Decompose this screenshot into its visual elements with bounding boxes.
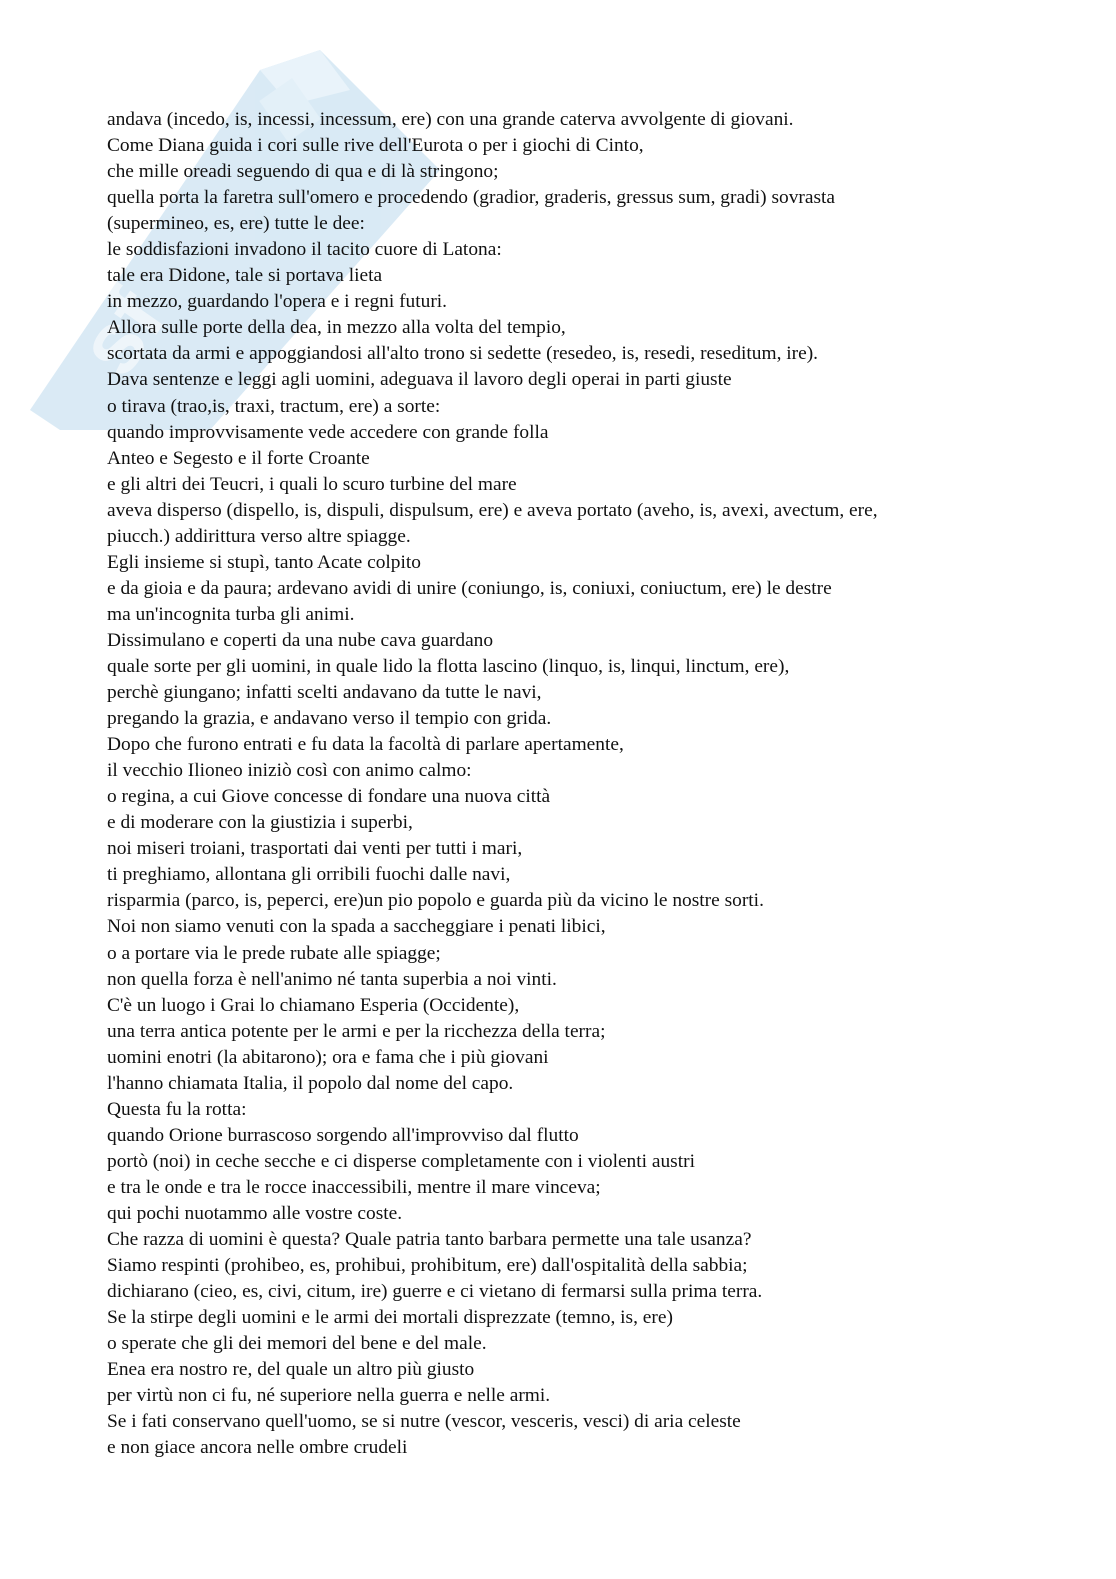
text-line: ti preghiamo, allontana gli orribili fuochi dalle navi, xyxy=(107,864,511,886)
text-line: uomini enotri (la abitarono); ora e fama che i più giovani xyxy=(107,1046,549,1068)
text-line: quando Orione burrascoso sorgendo all'improvviso dal flutto xyxy=(107,1124,579,1146)
text-line: risparmia (parco, is, peperci, ere)un pio popolo e guarda più da vicino le nostre sorti. xyxy=(107,890,764,912)
text-line: non quella forza è nell'animo né tanta superbia a noi vinti. xyxy=(107,968,557,990)
text-line: quella porta la faretra sull'omero e procedendo (gradior, graderis, gressus sum, gradi) sovrasta xyxy=(107,187,835,209)
text-line: quale sorte per gli uomini, in quale lido la flotta lascino (linquo, is, linqui, linctum, ere), xyxy=(107,655,790,677)
text-line: o tirava (trao,is, traxi, tractum, ere) a sorte: xyxy=(107,395,441,417)
text-line: Dissimulano e coperti da una nube cava guardano xyxy=(107,629,494,651)
text-line: Allora sulle porte della dea, in mezzo alla volta del tempio, xyxy=(107,317,566,339)
text-line: o regina, a cui Giove concesse di fondare una nuova città xyxy=(107,786,551,808)
text-line: ma un'incognita turba gli animi. xyxy=(107,603,355,625)
text-line: Dava sentenze e leggi agli uomini, adeguava il lavoro degli operai in parti giuste xyxy=(107,369,732,391)
text-line: o sperate che gli dei memori del bene e del male. xyxy=(107,1333,487,1355)
text-line: Enea era nostro re, del quale un altro più giusto xyxy=(107,1359,475,1381)
text-line: qui pochi nuotammo alle vostre coste. xyxy=(107,1202,403,1224)
text-line: andava (incedo, is, incessi, incessum, ere) con una grande caterva avvolgente di giovani. xyxy=(107,109,794,130)
text-line: Se la stirpe degli uomini e le armi dei mortali disprezzate (temno, is, ere) xyxy=(107,1307,673,1329)
text-line: Che razza di uomini è questa? Quale patria tanto barbara permette una tale usanza? xyxy=(107,1229,752,1251)
text-line: e non giace ancora nelle ombre crudeli xyxy=(107,1437,408,1459)
text-line: le soddisfazioni invadono il tacito cuore di Latona: xyxy=(107,239,502,261)
text-line: e di moderare con la giustizia i superbi, xyxy=(107,812,413,834)
text-line: Questa fu la rotta: xyxy=(107,1098,247,1120)
text-line: (supermineo, es, ere) tutte le dee: xyxy=(107,213,365,235)
document-body xyxy=(107,107,1007,1461)
text-line: piucch.) addirittura verso altre spiagge. xyxy=(107,525,411,547)
text-line: e gli altri dei Teucri, i quali lo scuro turbine del mare xyxy=(107,473,517,495)
text-line: quando improvvisamente vede accedere con grande folla xyxy=(107,421,549,443)
text-line: dichiarano (cieo, es, civi, citum, ire) guerre e ci vietano di fermarsi sulla prima terra. xyxy=(107,1281,763,1303)
text-line: noi miseri troiani, trasportati dai venti per tutti i mari, xyxy=(107,838,523,860)
text-line: scortata da armi e appoggiandosi all'alto trono si sedette (resedeo, is, resedi, reseditum, ire). xyxy=(107,343,819,365)
text-line: portò (noi) in ceche secche e ci disperse completamente con i violenti austri xyxy=(107,1150,695,1172)
text-line: Come Diana guida i cori sulle rive dell'Eurota o per i giochi di Cinto, xyxy=(107,135,644,157)
text-line: o a portare via le prede rubate alle spiagge; xyxy=(107,942,441,964)
text-line: per virtù non ci fu, né superiore nella guerra e nelle armi. xyxy=(107,1385,551,1407)
text-line: Egli insieme si stupì, tanto Acate colpito xyxy=(107,551,421,573)
text-line: perchè giungano; infatti scelti andavano da tutte le navi, xyxy=(107,682,542,704)
svg-text:sf: sf xyxy=(57,271,184,393)
text-line: Noi non siamo venuti con la spada a saccheggiare i penati libici, xyxy=(107,916,606,938)
text-line: C'è un luogo i Grai lo chiamano Esperia (Occidente), xyxy=(107,994,520,1016)
text-line: aveva disperso (dispello, is, dispuli, dispulsum, ere) e aveva portato (aveho, is, avexi, avectum, ere, xyxy=(107,499,878,521)
text-line: l'hanno chiamata Italia, il popolo dal nome del capo. xyxy=(107,1072,514,1094)
text-line: Siamo respinti (prohibeo, es, prohibui, prohibitum, ere) dall'ospitalità della sabbia; xyxy=(107,1255,748,1277)
text-line: il vecchio Ilioneo iniziò così con animo calmo: xyxy=(107,760,472,782)
text-line: una terra antica potente per le armi e per la ricchezza della terra; xyxy=(107,1020,606,1042)
text-line: Se i fati conservano quell'uomo, se si nutre (vescor, vesceris, vesci) di aria celeste xyxy=(107,1411,741,1433)
text-line: e da gioia e da paura; ardevano avidi di unire (coniungo, is, coniuxi, coniuctum, ere) le destre xyxy=(107,577,832,599)
text-line: Anteo e Segesto e il forte Croante xyxy=(107,447,370,469)
text-line: che mille oreadi seguendo di qua e di là stringono; xyxy=(107,161,499,183)
text-line: pregando la grazia, e andavano verso il tempio con grida. xyxy=(107,708,552,730)
text-line: tale era Didone, tale si portava lieta xyxy=(107,265,383,287)
text-line: e tra le onde e tra le rocce inaccessibili, mentre il mare vinceva; xyxy=(107,1176,601,1198)
text-line: in mezzo, guardando l'opera e i regni futuri. xyxy=(107,291,448,313)
text-line: Dopo che furono entrati e fu data la facoltà di parlare apertamente, xyxy=(107,734,624,756)
